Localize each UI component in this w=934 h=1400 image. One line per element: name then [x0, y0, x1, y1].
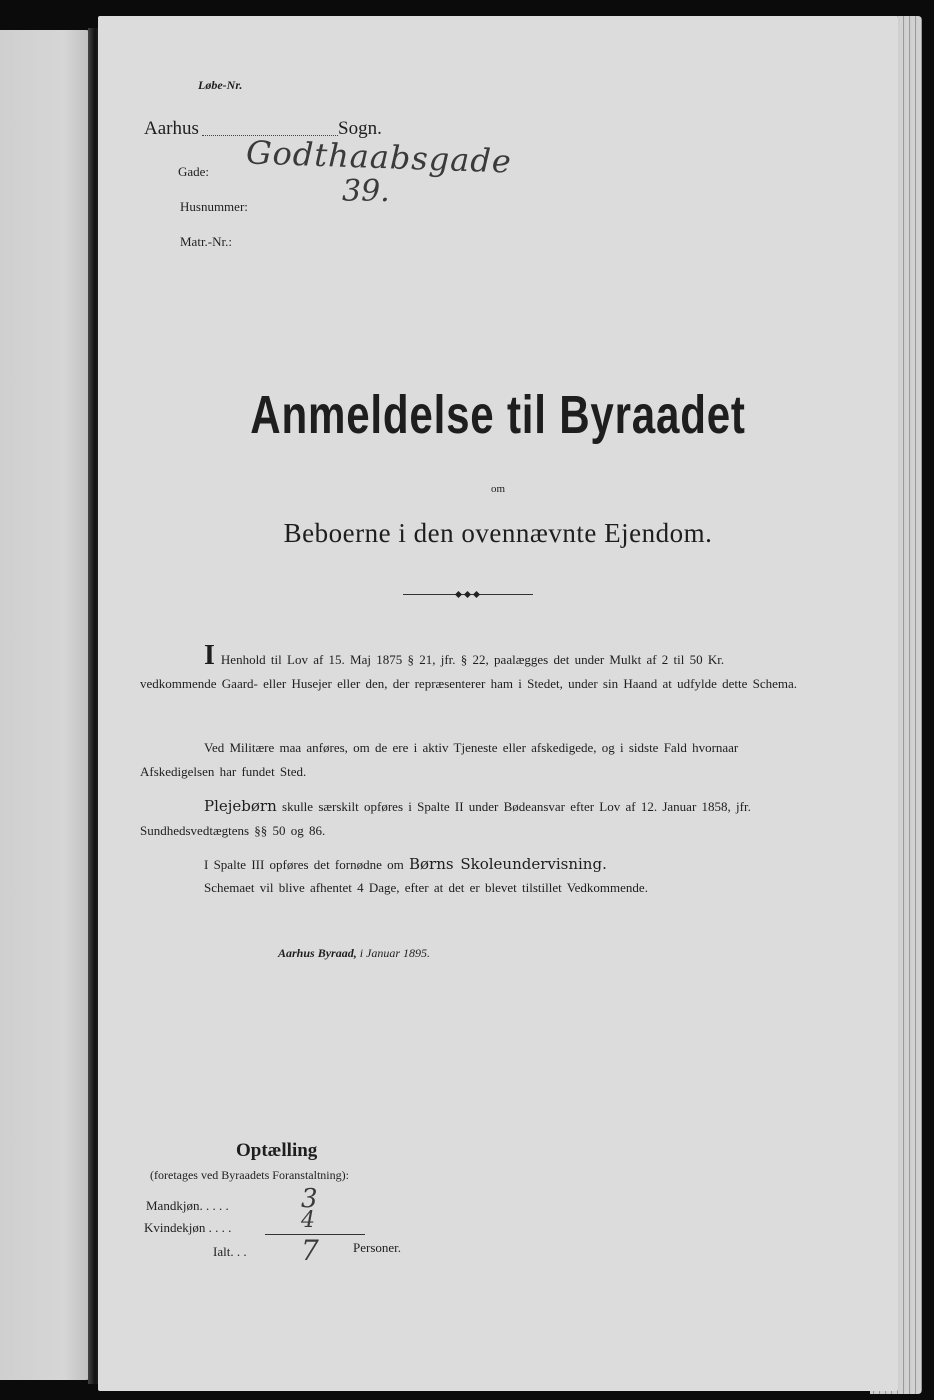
document-subtitle: Beboerne i den ovennævnte Ejendom.: [283, 518, 713, 548]
paragraph-5: Schemaet vil blive afhentet 4 Dage, efter at det er blevet tilstillet Vedkommende.: [204, 880, 648, 895]
signature-line: [278, 946, 430, 961]
title-om: om: [490, 483, 506, 495]
sogn-label: Sogn.: [338, 118, 382, 139]
skoleundervisning-emphasis: Børns Skoleundervisning.: [408, 855, 607, 873]
gade-label: Gade:: [178, 164, 210, 179]
paragraph-1: [140, 640, 800, 696]
ialt-label: Ialt. . .: [213, 1244, 247, 1259]
kvindekjon-value: 4: [301, 1208, 315, 1233]
mandkjon-label: Mandkjøn. . . . .: [146, 1198, 229, 1213]
ialt-value: 7: [301, 1234, 319, 1267]
paragraph-2: Ved Militære maa anføres, om de ere i aktiv Tjeneste eller afskedigede, og i sidste Fald hvornaar Afskedigelsen har fundet Sted.: [140, 740, 739, 779]
kvindekjon-label: Kvindekjøn . . . .: [144, 1220, 232, 1235]
husnummer-label: Husnummer:: [180, 199, 248, 214]
signature-date: i Januar 1895.: [356, 946, 431, 960]
aarhus-label: Aarhus: [144, 118, 199, 139]
document-title: Anmeldelse til Byraadet: [250, 385, 746, 445]
plejeborn-emphasis: Plejebørn: [204, 797, 277, 815]
paragraph-3: [140, 794, 800, 843]
count-title: Optælling: [236, 1140, 318, 1161]
paragraph-4: [140, 852, 800, 877]
personer-label: Personer.: [353, 1240, 402, 1255]
lobe-nr-label: Løbe-Nr.: [198, 78, 243, 92]
sogn-dotted-leader: [202, 117, 338, 136]
count-subtitle: (foretages ved Byraadets Foranstaltning):: [150, 1168, 349, 1182]
husnummer-handwritten-value: 39.: [342, 174, 390, 209]
paragraph-4-text: I Spalte III opføres det fornødne om: [204, 857, 409, 872]
gade-handwritten-value: Godthaabsgade: [245, 133, 513, 181]
paragraph-1-text: Henhold til Lov af 15. Maj 1875 § 21, jfr. § 22, paalægges det under Mulkt af 2 til 50 Kr. vedkommende Gaard- eller Husejer eller den, der repræsenterer ham i Stedet, under sin Haand at udfylde dette Schema.: [140, 652, 798, 691]
paragraph-3-text: skulle særskilt opføres i Spalte II under Bødeansvar efter Lov af 12. Januar 1858, jfr. Sundhedsvedtægtens §§ 50 og 86.: [140, 799, 751, 838]
ornament-divider: [403, 592, 533, 596]
matr-nr-label: Matr.-Nr.:: [180, 234, 232, 249]
left-facing-page: [0, 30, 92, 1380]
signature-org: Aarhus Byraad,: [278, 946, 357, 960]
mandkjon-value: 3: [301, 1184, 318, 1214]
drop-cap: I: [204, 640, 215, 671]
document-page: [98, 16, 898, 1391]
